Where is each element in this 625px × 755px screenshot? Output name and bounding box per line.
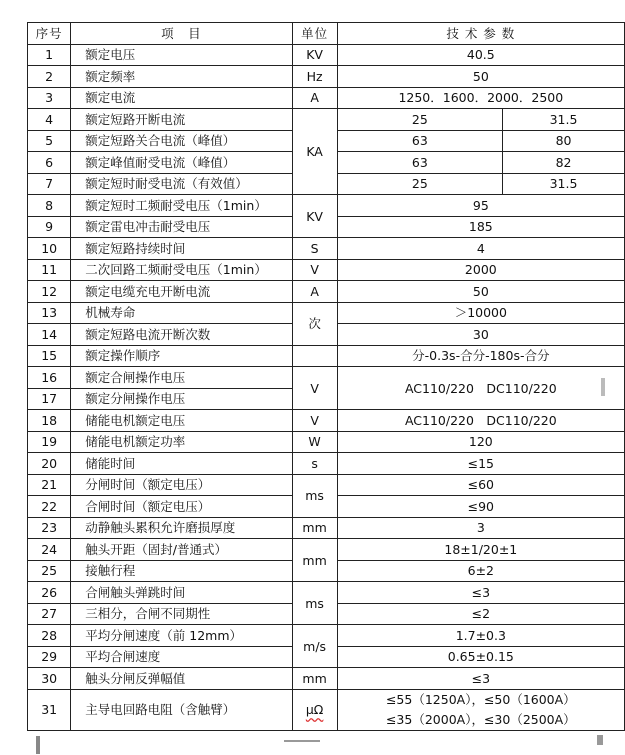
row-item: 储能时间 [71, 453, 292, 475]
row-unit [292, 345, 337, 367]
row-params: ≤90 [337, 496, 624, 518]
table-row [28, 410, 625, 432]
row-no: 19 [28, 431, 71, 453]
table-row [28, 668, 625, 690]
row-item: 额定雷电冲击耐受电压 [71, 216, 292, 238]
row-params-31-5ka: 31.5 [503, 173, 625, 195]
row-item: 储能电机额定功率 [71, 431, 292, 453]
row-item: 接触行程 [71, 560, 292, 582]
resistance-unit: μΩ [305, 702, 324, 717]
row-no: 4 [28, 109, 71, 131]
row-params: 18±1/20±1 [337, 539, 624, 561]
row-unit [292, 689, 337, 730]
row-unit: s [292, 453, 337, 475]
row-no: 1 [28, 44, 71, 66]
row-item: 触头开距（固封/普通式） [71, 539, 292, 561]
row-item: 三相分，合闸不同期性 [71, 603, 292, 625]
table-row [28, 345, 625, 367]
table-row [28, 87, 625, 109]
row-params: 4 [337, 238, 624, 260]
row-unit: KA [292, 109, 337, 195]
row-params: 50 [337, 66, 624, 88]
row-unit: V [292, 410, 337, 432]
row-params: 40.5 [337, 44, 624, 66]
row-unit: ms [292, 582, 337, 625]
table-row [28, 625, 625, 647]
row-item: 额定短路关合电流（峰值） [71, 130, 292, 152]
technical-parameters-table [27, 22, 625, 731]
row-no: 27 [28, 603, 71, 625]
scan-artifact-left [36, 736, 40, 754]
row-no: 8 [28, 195, 71, 217]
resistance-line-1: ≤55（1250A），≤50（1600A） [385, 691, 576, 707]
row-params: 分-0.3s-合分-180s-合分 [337, 345, 624, 367]
row-no: 5 [28, 130, 71, 152]
row-no: 10 [28, 238, 71, 260]
row-item: 分闸时间（额定电压） [71, 474, 292, 496]
row-no: 30 [28, 668, 71, 690]
row-no: 24 [28, 539, 71, 561]
row-item: 额定短路开断电流 [71, 109, 292, 131]
row-params: 1250．1600．2000．2500 [337, 87, 624, 109]
row-item: 平均分闸速度（前 12mm） [71, 625, 292, 647]
row-unit: mm [292, 668, 337, 690]
table-row [28, 109, 625, 131]
row-item: 二次回路工频耐受电压（1min） [71, 259, 292, 281]
table-row [28, 689, 625, 730]
row-no: 28 [28, 625, 71, 647]
row-no: 12 [28, 281, 71, 303]
row-params: ≤15 [337, 453, 624, 475]
row-no: 26 [28, 582, 71, 604]
row-unit: mm [292, 517, 337, 539]
row-no: 11 [28, 259, 71, 281]
row-no: 13 [28, 302, 71, 324]
row-params: AC110/220 DC110/220 [337, 367, 624, 410]
row-params: ≤2 [337, 603, 624, 625]
row-item: 额定电压 [71, 44, 292, 66]
row-item: 触头分闸反弹幅值 [71, 668, 292, 690]
row-params-25ka: 25 [337, 173, 502, 195]
row-unit: V [292, 367, 337, 410]
row-no: 15 [28, 345, 71, 367]
row-no: 14 [28, 324, 71, 346]
row-item: 动静触头累积允许磨损厚度 [71, 517, 292, 539]
row-params-25ka: 63 [337, 152, 502, 174]
row-unit: 次 [292, 302, 337, 345]
row-no: 21 [28, 474, 71, 496]
row-no: 3 [28, 87, 71, 109]
row-item: 额定电流 [71, 87, 292, 109]
row-item: 合闸触头弹跳时间 [71, 582, 292, 604]
row-unit: S [292, 238, 337, 260]
row-params [337, 689, 624, 730]
row-unit: mm [292, 539, 337, 582]
table-header-row [28, 23, 625, 45]
row-no: 9 [28, 216, 71, 238]
row-unit: W [292, 431, 337, 453]
resistance-line-2: ≤35（2000A），≤30（2500A） [385, 711, 576, 727]
row-item: 额定短路电流开断次数 [71, 324, 292, 346]
header-params: 技 术 参 数 [337, 23, 624, 45]
row-unit: A [292, 87, 337, 109]
row-item: 额定短时工频耐受电压（1min） [71, 195, 292, 217]
header-item: 项 目 [71, 23, 292, 45]
row-item: 额定合闸操作电压 [71, 367, 292, 389]
row-unit: KV [292, 44, 337, 66]
row-no: 29 [28, 646, 71, 668]
row-unit: KV [292, 195, 337, 238]
row-params: 1.7±0.3 [337, 625, 624, 647]
row-params-31-5ka: 80 [503, 130, 625, 152]
row-no: 16 [28, 367, 71, 389]
row-no: 2 [28, 66, 71, 88]
row-item: 额定分闸操作电压 [71, 388, 292, 410]
header-no: 序号 [28, 23, 71, 45]
row-unit: ms [292, 474, 337, 517]
row-no: 6 [28, 152, 71, 174]
row-no: 25 [28, 560, 71, 582]
table-row [28, 367, 625, 389]
row-params: 120 [337, 431, 624, 453]
row-item: 主导电回路电阻（含触臂） [71, 689, 292, 730]
row-no: 20 [28, 453, 71, 475]
row-item: 额定短路持续时间 [71, 238, 292, 260]
row-no: 23 [28, 517, 71, 539]
scan-artifact-bottom [284, 740, 320, 742]
row-item: 额定频率 [71, 66, 292, 88]
row-params-25ka: 25 [337, 109, 502, 131]
scan-artifact-right-mid [601, 378, 605, 396]
row-no: 18 [28, 410, 71, 432]
row-unit: m/s [292, 625, 337, 668]
row-item: 储能电机额定电压 [71, 410, 292, 432]
row-params-31-5ka: 31.5 [503, 109, 625, 131]
row-item: 机械寿命 [71, 302, 292, 324]
row-params: 2000 [337, 259, 624, 281]
table-row [28, 474, 625, 496]
table-row [28, 453, 625, 475]
spec-sheet [27, 22, 625, 731]
row-params: ≤3 [337, 668, 624, 690]
row-item: 额定操作顺序 [71, 345, 292, 367]
row-item: 平均合闸速度 [71, 646, 292, 668]
table-row [28, 195, 625, 217]
row-no: 7 [28, 173, 71, 195]
row-params: 50 [337, 281, 624, 303]
table-row [28, 238, 625, 260]
row-no: 31 [28, 689, 71, 730]
row-params: 0.65±0.15 [337, 646, 624, 668]
row-params: ≤60 [337, 474, 624, 496]
row-item: 合闸时间（额定电压） [71, 496, 292, 518]
table-row [28, 281, 625, 303]
table-row [28, 517, 625, 539]
row-params: 30 [337, 324, 624, 346]
table-row [28, 539, 625, 561]
table-row [28, 582, 625, 604]
header-unit: 单位 [292, 23, 337, 45]
row-unit: V [292, 259, 337, 281]
row-params-25ka: 63 [337, 130, 502, 152]
row-item: 额定短时耐受电流（有效值） [71, 173, 292, 195]
row-params-31-5ka: 82 [503, 152, 625, 174]
row-params: ＞10000 [337, 302, 624, 324]
row-item: 额定电缆充电开断电流 [71, 281, 292, 303]
row-params: 6±2 [337, 560, 624, 582]
row-params: 185 [337, 216, 624, 238]
row-params: ≤3 [337, 582, 624, 604]
row-params: 3 [337, 517, 624, 539]
row-params: 95 [337, 195, 624, 217]
row-item: 额定峰值耐受电流（峰值） [71, 152, 292, 174]
table-row [28, 66, 625, 88]
table-row [28, 431, 625, 453]
row-no: 22 [28, 496, 71, 518]
scan-artifact-right [597, 735, 603, 745]
row-no: 17 [28, 388, 71, 410]
row-params: AC110/220 DC110/220 [337, 410, 624, 432]
row-unit: A [292, 281, 337, 303]
table-row [28, 259, 625, 281]
table-row [28, 44, 625, 66]
row-unit: Hz [292, 66, 337, 88]
table-row [28, 302, 625, 324]
